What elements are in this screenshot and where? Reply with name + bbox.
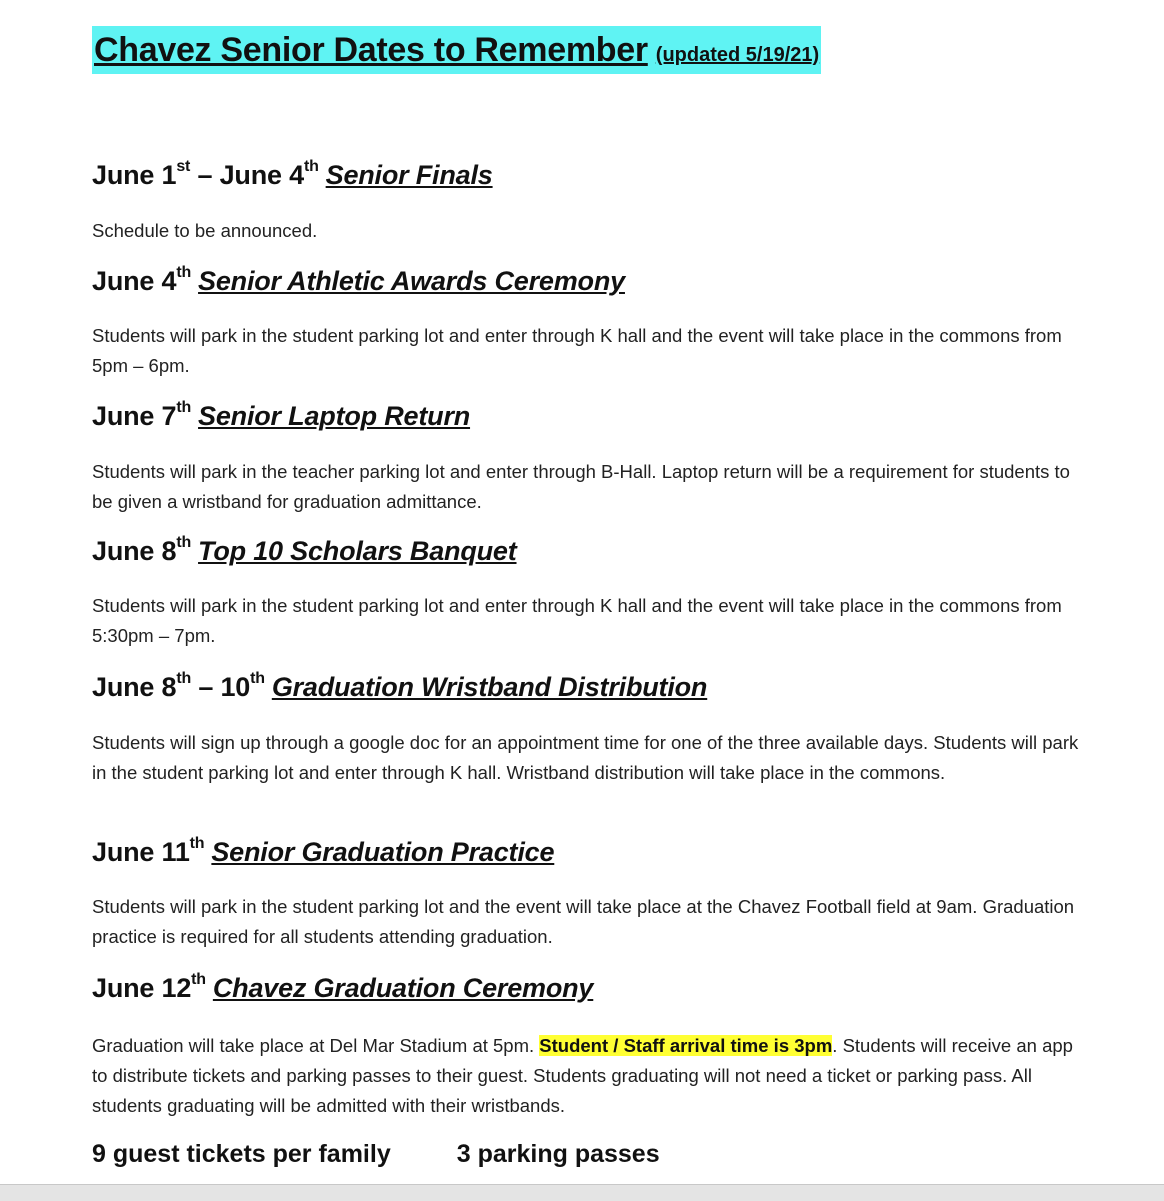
ticket-allocation <box>92 1140 660 1169</box>
event-date: June 11 <box>92 837 190 867</box>
event-date: June 8 <box>92 536 177 566</box>
event-description: Students will sign up through a google doc for an appointment time for one of the three available days. Students will park in the student parking lot and enter through K hall. Wristband distribution will take place in the commons. <box>92 732 1079 783</box>
event-name: Top 10 Scholars Banquet <box>198 536 517 566</box>
date-range: – 10 <box>191 672 251 702</box>
event-name: Senior Laptop Return <box>198 401 471 431</box>
date-suffix: th <box>191 971 206 988</box>
event-name: Chavez Graduation Ceremony <box>212 973 594 1003</box>
event-description <box>92 1031 1082 1121</box>
date-suffix: th <box>176 534 192 551</box>
event-name: Graduation Wristband Distribution <box>271 672 708 702</box>
date-suffix: th <box>189 835 205 852</box>
event-heading-laptop-return <box>92 401 470 432</box>
date-suffix: st <box>176 158 191 175</box>
arrival-time-highlight: Student / Staff arrival time is 3pm <box>539 1035 833 1056</box>
date-suffix: th <box>303 158 319 175</box>
event-date: June 4 <box>92 266 177 296</box>
title-main: Chavez Senior Dates to Remember <box>94 31 648 69</box>
event-description: Students will park in the teacher parking lot and enter through B-Hall. Laptop return will be a requirement for students to be given a wristband for graduation admittance. <box>92 461 1070 512</box>
event-description: Schedule to be announced. <box>92 220 318 241</box>
guest-tickets-text: 9 guest tickets per family <box>92 1140 391 1168</box>
date-suffix: th <box>250 670 265 687</box>
event-name: Senior Finals <box>325 160 493 190</box>
date-suffix: th <box>176 264 192 281</box>
date-range: – June 4 <box>190 160 304 190</box>
description-text: Graduation will take place at Del Mar Stadium at 5pm. <box>92 1035 540 1056</box>
event-date: June 7 <box>92 401 177 431</box>
date-suffix: th <box>176 399 192 416</box>
event-heading-wristband-distribution <box>92 672 707 703</box>
event-date: June 8 <box>92 672 177 702</box>
event-date: June 1 <box>92 160 177 190</box>
event-heading-athletic-awards <box>92 266 625 297</box>
parking-passes-text: 3 parking passes <box>456 1140 660 1168</box>
description-text: . Students will receive an app to distribute tickets and parking passes to their guest. Students graduating will not need a ticket or parking pass. All students graduating will be admitted with their wristbands. <box>92 1035 1073 1116</box>
event-name: Senior Athletic Awards Ceremony <box>198 266 625 296</box>
event-heading-graduation-practice <box>92 837 554 868</box>
event-description: Students will park in the student parking lot and enter through K hall and the event will take place in the commons from 5:30pm – 7pm. <box>92 595 1062 646</box>
date-suffix: th <box>176 670 192 687</box>
event-description: Students will park in the student parking lot and the event will take place at the Chavez Football field at 9am. Graduation practice is required for all students attending graduation. <box>92 896 1075 947</box>
event-heading-senior-finals <box>92 160 493 191</box>
window-bottom-bar <box>0 1184 1164 1201</box>
event-description: Students will park in the student parking lot and enter through K hall and the event will take place in the commons from 5pm – 6pm. <box>92 325 1062 376</box>
title-updated-date: (updated 5/19/21) <box>655 44 820 66</box>
event-heading-graduation-ceremony <box>92 973 593 1004</box>
document-title <box>92 26 821 74</box>
event-name: Senior Graduation Practice <box>211 837 555 867</box>
event-heading-scholars-banquet <box>92 536 517 567</box>
event-date: June 12 <box>92 973 192 1003</box>
